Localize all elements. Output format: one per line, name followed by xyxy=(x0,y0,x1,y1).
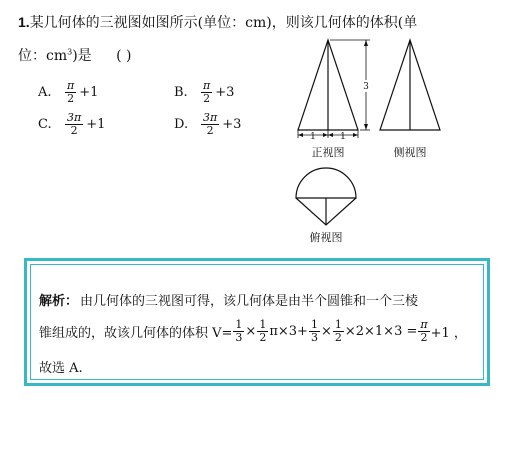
front-view-label: 正视图 xyxy=(311,146,345,159)
question-line-2 xyxy=(18,45,132,65)
arrow-head xyxy=(323,133,328,137)
analysis-box xyxy=(24,258,490,386)
option-fraction xyxy=(201,112,219,137)
option-label: B. xyxy=(174,85,188,100)
base-dim-label-left: 1 xyxy=(310,132,316,142)
fraction-numerator: π xyxy=(203,79,211,92)
analysis-box-inner xyxy=(30,264,484,380)
fraction-denominator: 2 xyxy=(203,92,211,105)
analysis-heading: 解析： xyxy=(39,293,79,308)
base-dim-label-right: 1 xyxy=(340,132,346,142)
fraction-numerator: 1 xyxy=(259,318,267,331)
fraction-denominator: 2 xyxy=(206,124,214,137)
option-fraction xyxy=(201,80,212,105)
answer-blank: ( ) xyxy=(116,48,132,64)
top-view-semicircle xyxy=(296,168,356,198)
analysis-text-1: 由几何体的三视图可得，该几何体是由半个圆锥和一个三棱 xyxy=(80,294,419,309)
fraction-denominator: 2 xyxy=(259,331,267,344)
option-c[interactable] xyxy=(38,112,105,137)
option-tail: +1 xyxy=(79,85,99,100)
height-label: 3 xyxy=(363,82,369,92)
option-label: D. xyxy=(174,117,189,132)
volume-fraction-4 xyxy=(333,319,344,344)
arrow-head xyxy=(353,133,358,137)
fraction-denominator: 3 xyxy=(310,331,318,344)
option-label: C. xyxy=(38,117,52,132)
front-view xyxy=(298,40,358,138)
analysis-text-2: 锥组成的，故该几何体的体积 V= xyxy=(39,326,233,341)
formula-term: × xyxy=(245,324,257,339)
option-fraction xyxy=(65,80,76,105)
fraction-numerator: 3π xyxy=(67,111,82,124)
side-view xyxy=(380,40,440,130)
unit-superscript: 3 xyxy=(67,47,73,57)
fraction-numerator: π xyxy=(420,318,428,331)
arrow-head xyxy=(328,133,333,137)
top-view xyxy=(296,168,356,225)
volume-fraction-5 xyxy=(418,319,429,344)
question-text-1: 某几何体的三视图如图所示(单位：cm)，则该几何体的体积(单 xyxy=(29,15,418,31)
volume-fraction-2 xyxy=(257,319,268,344)
option-a[interactable] xyxy=(38,80,98,105)
question-line-1 xyxy=(18,12,417,32)
volume-fraction-3 xyxy=(309,319,320,344)
fraction-numerator: 1 xyxy=(334,318,342,331)
option-fraction xyxy=(65,112,83,137)
analysis-line-2 xyxy=(39,319,467,344)
arrow-head xyxy=(364,124,368,130)
option-tail: +3 xyxy=(222,117,242,132)
formula-term: ×2×1×3 = xyxy=(344,324,418,339)
fraction-numerator: π xyxy=(67,79,75,92)
option-d[interactable] xyxy=(174,112,241,137)
option-tail: +3 xyxy=(215,85,235,100)
formula-term: +1 ， xyxy=(430,326,467,341)
question-text-3: )是 xyxy=(72,48,92,64)
fraction-numerator: 1 xyxy=(235,318,243,331)
option-tail: +1 xyxy=(86,117,106,132)
option-label: A. xyxy=(38,85,52,100)
fraction-numerator: 3π xyxy=(203,111,218,124)
analysis-line-1 xyxy=(39,290,418,309)
fraction-denominator: 2 xyxy=(420,331,428,344)
fraction-denominator: 2 xyxy=(70,124,78,137)
question-number: 1. xyxy=(18,14,30,30)
fraction-numerator: 1 xyxy=(310,318,318,331)
volume-fraction-1 xyxy=(233,319,244,344)
fraction-denominator: 2 xyxy=(334,331,342,344)
fraction-denominator: 3 xyxy=(235,331,243,344)
arrow-head xyxy=(298,133,303,137)
side-view-label: 侧视图 xyxy=(393,146,427,159)
arrow-head xyxy=(364,40,368,46)
three-view-figure xyxy=(288,38,448,248)
analysis-line-3 xyxy=(39,357,83,376)
fraction-denominator: 2 xyxy=(67,92,75,105)
formula-term: π×3+ xyxy=(269,324,308,339)
option-b[interactable] xyxy=(174,80,234,105)
top-view-label: 俯视图 xyxy=(309,231,343,244)
analysis-conclusion: 故选 A. xyxy=(39,361,83,376)
formula-term: × xyxy=(320,324,332,339)
question-text-2: 位：cm xyxy=(18,48,68,64)
